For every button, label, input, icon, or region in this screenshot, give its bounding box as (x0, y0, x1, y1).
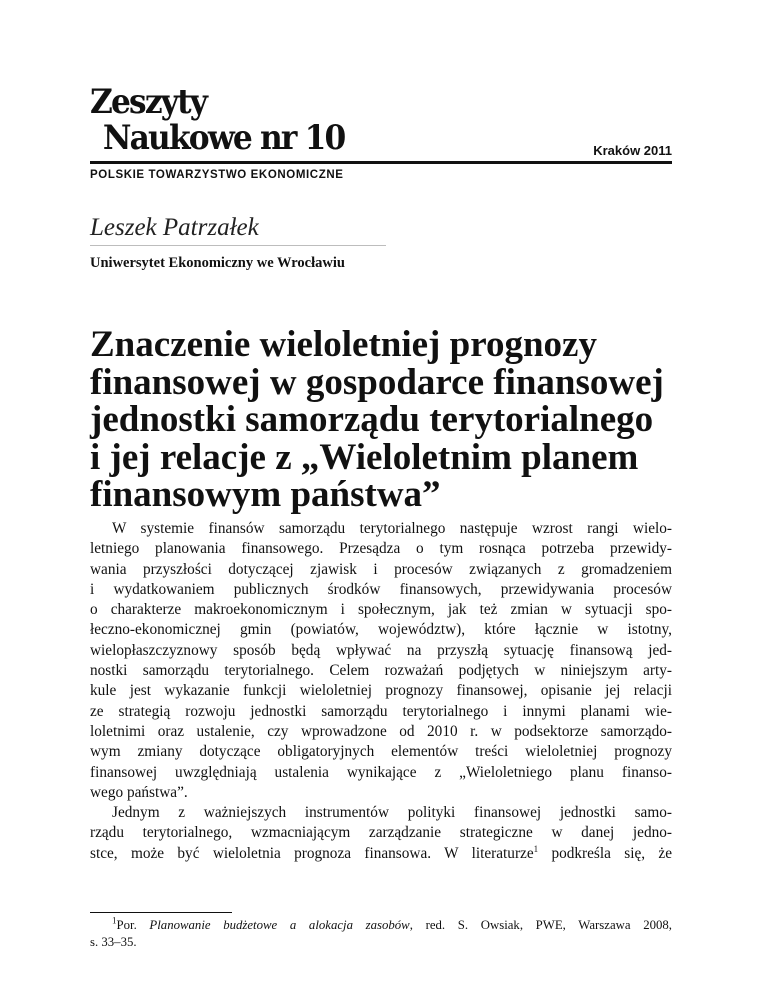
body-line: i wydatkowaniem publicznych środków finansowych, przewidywania procesów (90, 580, 672, 598)
footnote-reference[interactable]: 1 (533, 843, 539, 854)
journal-title-line-2: Naukowe nr 10 (102, 118, 345, 158)
body-line-text: stce, może być wieloletnia prognoza finansowa. W literaturze (90, 844, 534, 862)
author-rule (90, 245, 386, 246)
title-line: i jej relacje z „Wieloletnim planem (90, 436, 639, 478)
body-line: wania przyszłości dotyczącej zjawisk i procesów związanych z gromadzeniem (90, 560, 672, 578)
body-line: łeczno-ekonomicznej gmin (powiatów, województw), które łącznie w istotny, (90, 621, 672, 639)
body-line: nostki samorządu terytorialnego. Celem rozważań podjętych w niniejszym arty- (90, 662, 672, 680)
body-line: letniego planowania finansowego. Przesądza o tym rosnąca potrzeba przewidy- (90, 540, 672, 558)
body-line: loletnimi oraz ustalenie, czy wprowadzone od 2010 r. w podsektorze samorządo- (90, 722, 672, 740)
body-line: ze strategią rozwoju jednostki samorządu terytorialnego i innymi planami wie- (90, 702, 672, 720)
author-name: Leszek Patrzałek (90, 214, 259, 241)
footnote-book-title: Planowanie budżetowe a alokacja zasobów (149, 918, 410, 932)
body-line: wielopłaszczyznowy sposób będą wpływać na przyszłą sytuację finansową jed- (90, 641, 672, 659)
city-year: Kraków 2011 (593, 143, 672, 158)
body-line: o charakterze makroekonomicznym i społecznym, jak też zmian w sytuacji spo- (90, 601, 672, 619)
title-line: finansowym państwa” (90, 474, 441, 515)
body-line-with-footnote-ref (90, 844, 672, 864)
body-line: wego państwa”. (90, 783, 188, 801)
author-affiliation: Uniwersytet Ekonomiczny we Wrocławiu (90, 255, 345, 271)
article-title (90, 326, 690, 514)
footnote-number: 1 (112, 915, 117, 926)
journal-title-line-1: Zeszyty (90, 82, 207, 122)
footnote-rule (90, 912, 232, 913)
title-line: finansowej w gospodarce finansowej (90, 361, 664, 403)
title-line: Znaczenie wieloletniej prognozy (90, 324, 597, 365)
body-line: wym zmiany dotyczące obligatoryjnych elementów treści wieloletniej prognozy (90, 743, 672, 761)
footnote-line: s. 33–35. (90, 935, 137, 949)
footnote-prefix: Por. (116, 918, 150, 932)
body-line: Jednym z ważniejszych instrumentów polityki finansowej jednostki samo- (112, 804, 672, 822)
footnote (90, 917, 672, 951)
journal-title (90, 84, 344, 156)
body-line: kule jest wykazanie funkcji wieloletniej prognozy finansowej, opisanie jej relacji (90, 682, 672, 700)
article-body (90, 519, 672, 864)
header-rule (90, 161, 672, 164)
society-name: POLSKIE TOWARZYSTWO EKONOMICZNE (90, 169, 344, 181)
title-line: jednostki samorządu terytorialnego (90, 399, 654, 440)
body-line: rządu terytorialnego, wzmacniającym zarządzanie strategiczne w danej jedno- (90, 824, 672, 842)
body-line-end: podkreśla się, że (538, 844, 672, 862)
footnote-line (90, 917, 672, 934)
body-line: finansowej uwzględniają ustalenia wynikające z „Wieloletniego planu finanso- (90, 763, 672, 781)
footnote-rest: , red. S. Owsiak, PWE, Warszawa 2008, (409, 918, 672, 932)
body-line: W systemie finansów samorządu terytorialnego następuje wzrost rangi wielo- (112, 520, 672, 537)
